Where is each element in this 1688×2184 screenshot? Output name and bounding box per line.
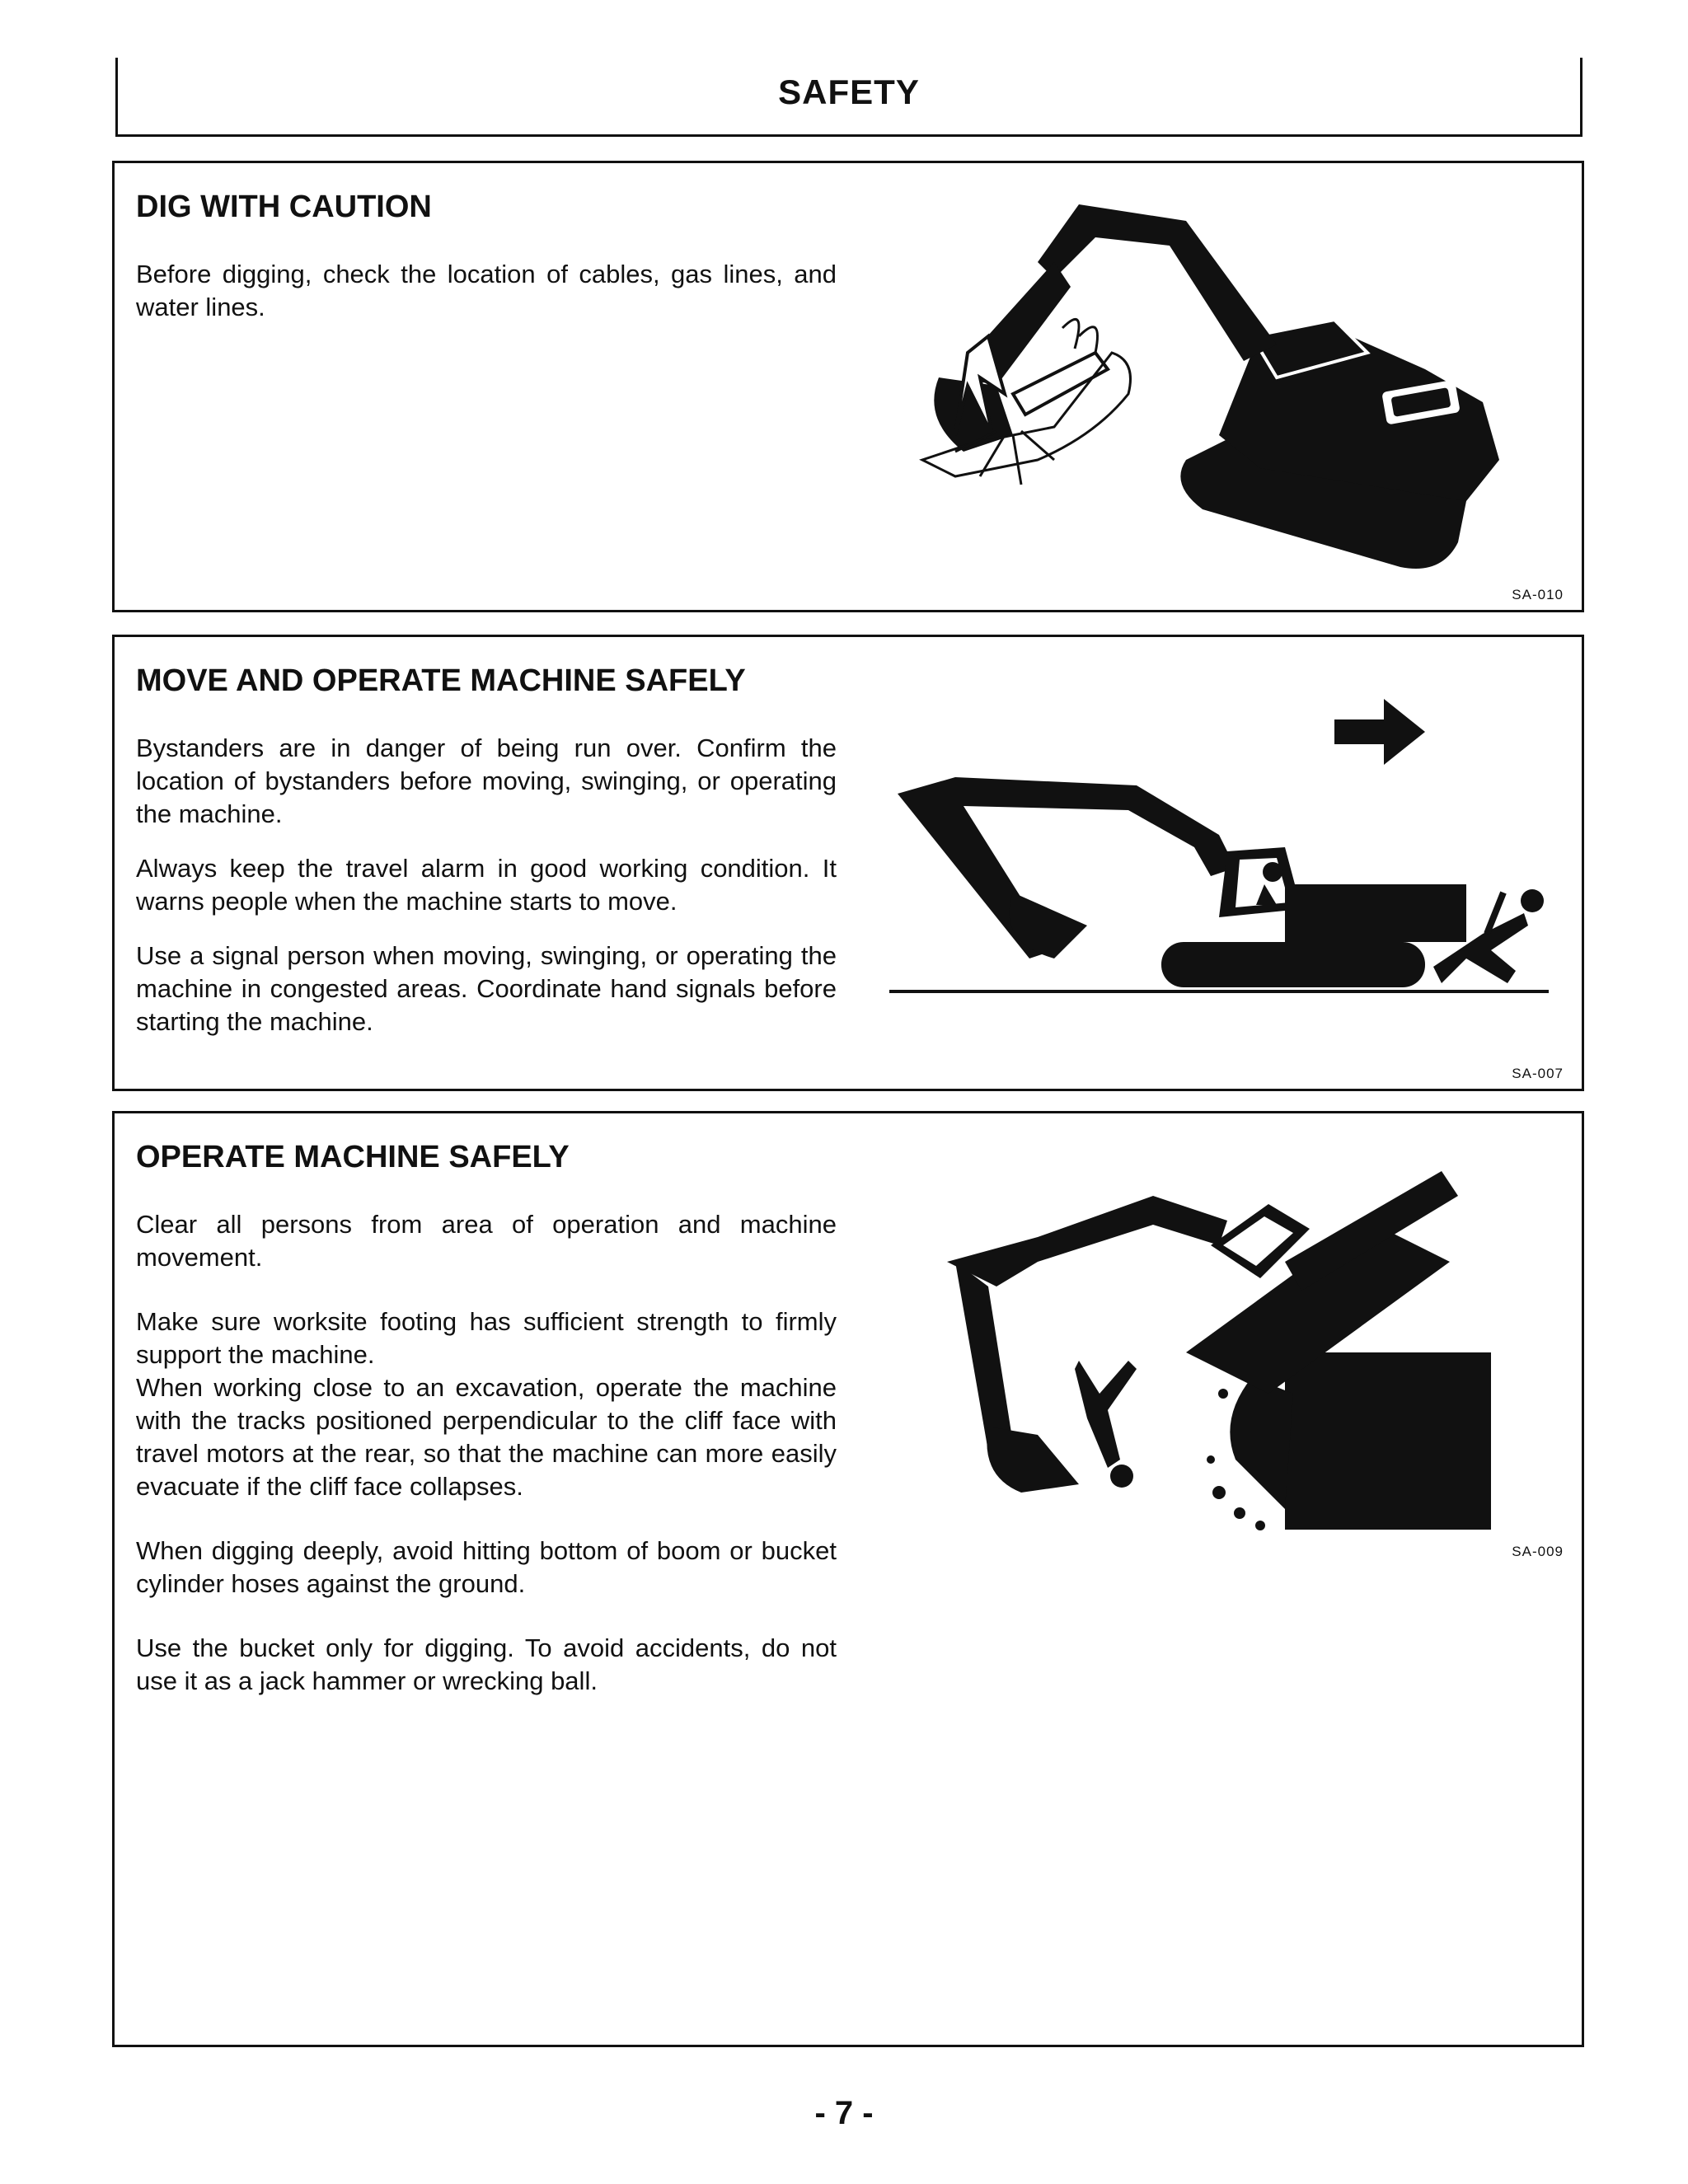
paragraph: When digging deeply, avoid hitting bottom of boom or bucket cylinder hoses against the ground.: [136, 1536, 837, 1598]
paragraph: Use a signal person when moving, swinging, or operating the machine in congested areas. Coordinate hand signals before starting the machine.: [136, 941, 837, 1036]
section-body: [136, 732, 837, 1038]
paragraph: Before digging, check the location of cables, gas lines, and water lines.: [136, 260, 837, 321]
section-title: DIG WITH CAUTION: [136, 190, 432, 224]
paragraph: When working close to an excavation, operate the machine with the tracks positioned perpendicular to the cliff face with travel motors at the rear, so that the machine can more easily evacuate if the cliff face collapses.: [136, 1373, 837, 1501]
paragraph: Clear all persons from area of operation and machine movement.: [136, 1210, 837, 1272]
section-operate-machine-safely: [112, 1111, 1584, 2047]
excavator-cliff-collapse-illustration: [939, 1146, 1532, 1534]
paragraph: Bystanders are in danger of being run over. Confirm the location of bystanders before moving, swinging, or operating the machine.: [136, 733, 837, 828]
page-header: [115, 58, 1582, 137]
section-dig-with-caution: [112, 161, 1584, 612]
figure-code: SA-009: [1512, 1544, 1564, 1559]
section-body: [136, 258, 837, 324]
section-title: MOVE AND OPERATE MACHINE SAFELY: [136, 663, 746, 698]
excavator-digging-utility-line-illustration: [889, 188, 1532, 575]
paragraph: Always keep the travel alarm in good working condition. It warns people when the machine starts to move.: [136, 854, 837, 916]
paragraph: Use the bucket only for digging. To avoid accidents, do not use it as a jack hammer or wrecking ball.: [136, 1633, 837, 1695]
paragraph: Make sure worksite footing has sufficient strength to firmly support the machine.: [136, 1307, 837, 1369]
section-move-and-operate-machine-safely: [112, 635, 1584, 1091]
figure-code: SA-010: [1512, 587, 1564, 602]
page-title: SAFETY: [778, 73, 920, 111]
excavator-bystander-illustration: [889, 687, 1565, 1049]
section-title: OPERATE MACHINE SAFELY: [136, 1140, 570, 1174]
figure-code: SA-007: [1512, 1066, 1564, 1081]
page-number: - 7 -: [814, 2095, 874, 2131]
direction-arrow-icon: [1334, 699, 1425, 765]
section-body: [136, 1208, 837, 1698]
